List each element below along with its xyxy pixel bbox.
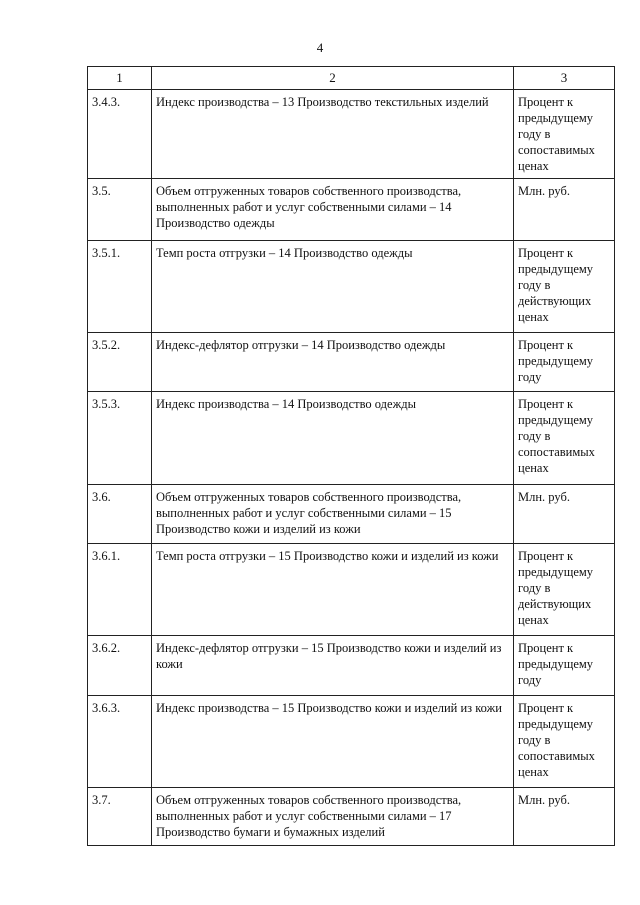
row-description: Индекс производства – 13 Производство текстильных изделий [152, 90, 514, 179]
table-row [88, 485, 615, 544]
table-header-row [88, 67, 615, 90]
row-unit: Млн. руб. [514, 179, 615, 241]
row-description: Объем отгруженных товаров собственного производства, выполненных работ и услуг собственными силами – 17 Производство бумаги и бумажных изделий [152, 788, 514, 846]
row-number: 3.7. [88, 788, 152, 846]
header-col-1: 1 [88, 67, 152, 90]
page-number: 4 [316, 40, 324, 55]
row-number: 3.6.1. [88, 544, 152, 636]
row-description: Темп роста отгрузки – 15 Производство кожи и изделий из кожи [152, 544, 514, 636]
row-description: Индекс производства – 15 Производство кожи и изделий из кожи [152, 696, 514, 788]
row-description: Объем отгруженных товаров собственного производства, выполненных работ и услуг собственными силами – 14 Производство одежды [152, 179, 514, 241]
table-row [88, 544, 615, 636]
row-number: 3.6. [88, 485, 152, 544]
table-row [88, 179, 615, 241]
row-number: 3.5.1. [88, 241, 152, 333]
row-number: 3.5.3. [88, 392, 152, 485]
row-unit: Процент к предыдущему году в сопоставимых ценах [514, 392, 615, 485]
header-col-3: 3 [514, 67, 615, 90]
table-row [88, 241, 615, 333]
row-unit: Процент к предыдущему году в действующих ценах [514, 544, 615, 636]
table-row [88, 392, 615, 485]
row-unit: Процент к предыдущему году в сопоставимых ценах [514, 90, 615, 179]
table-row [88, 696, 615, 788]
table-row [88, 90, 615, 179]
row-description: Объем отгруженных товаров собственного производства, выполненных работ и услуг собственными силами – 15 Производство кожи и изделий из кожи [152, 485, 514, 544]
row-unit: Процент к предыдущему году [514, 333, 615, 392]
row-description: Индекс производства – 14 Производство одежды [152, 392, 514, 485]
table-row [88, 636, 615, 696]
row-unit: Процент к предыдущему году [514, 636, 615, 696]
row-unit: Процент к предыдущему году в сопоставимых ценах [514, 696, 615, 788]
row-number: 3.6.2. [88, 636, 152, 696]
row-number: 3.5. [88, 179, 152, 241]
row-unit: Процент к предыдущему году в действующих ценах [514, 241, 615, 333]
row-unit: Млн. руб. [514, 485, 615, 544]
row-number: 3.4.3. [88, 90, 152, 179]
table-row [88, 333, 615, 392]
header-col-2: 2 [152, 67, 514, 90]
indicator-table [87, 66, 615, 846]
row-unit: Млн. руб. [514, 788, 615, 846]
table-row [88, 788, 615, 846]
row-number: 3.6.3. [88, 696, 152, 788]
row-number: 3.5.2. [88, 333, 152, 392]
row-description: Индекс-дефлятор отгрузки – 14 Производство одежды [152, 333, 514, 392]
row-description: Индекс-дефлятор отгрузки – 15 Производство кожи и изделий из кожи [152, 636, 514, 696]
row-description: Темп роста отгрузки – 14 Производство одежды [152, 241, 514, 333]
